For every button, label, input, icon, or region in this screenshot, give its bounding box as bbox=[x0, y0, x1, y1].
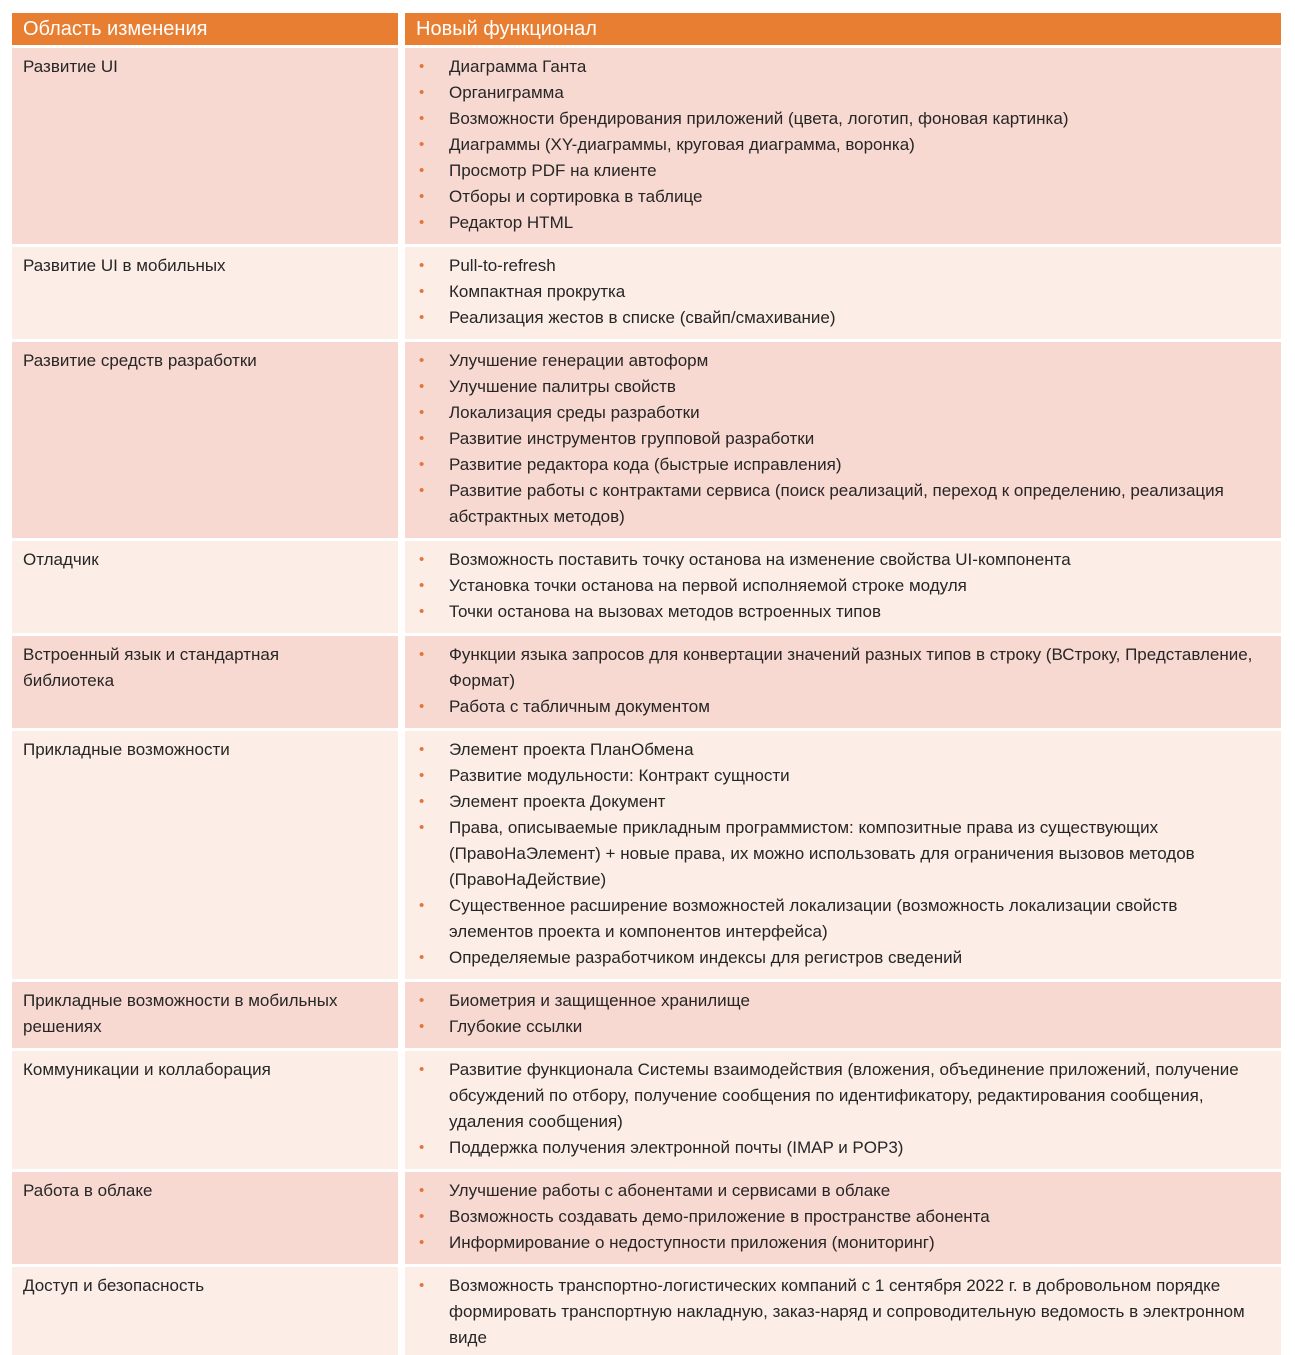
items-cell bbox=[405, 1172, 1281, 1264]
feature-item-text: Реализация жестов в списке (свайп/смахивание) bbox=[449, 308, 836, 327]
bullet-icon: • bbox=[419, 456, 425, 473]
feature-item-text: Элемент проекта ПланОбмена bbox=[449, 740, 694, 759]
feature-item-text: Компактная прокрутка bbox=[449, 282, 626, 301]
bullet-icon: • bbox=[419, 309, 425, 326]
bullet-icon: • bbox=[419, 110, 425, 127]
items-cell bbox=[405, 982, 1281, 1048]
feature-item-text: Работа с табличным документом bbox=[449, 697, 710, 716]
feature-item bbox=[405, 1057, 1263, 1135]
changes-table bbox=[12, 13, 1281, 1355]
feature-item bbox=[405, 1135, 1263, 1161]
feature-item bbox=[405, 452, 1263, 478]
feature-item bbox=[405, 547, 1263, 573]
header-cell-area: Область изменения bbox=[12, 13, 398, 45]
bullet-icon: • bbox=[419, 482, 425, 499]
table-row bbox=[12, 1051, 1281, 1169]
bullet-icon: • bbox=[419, 949, 425, 966]
feature-item bbox=[405, 1178, 1263, 1204]
bullet-icon: • bbox=[419, 698, 425, 715]
area-cell: Развитие UI bbox=[12, 48, 398, 244]
bullet-icon: • bbox=[419, 1208, 425, 1225]
feature-item-text: Развитие модульности: Контракт сущности bbox=[449, 766, 790, 785]
feature-item bbox=[405, 426, 1263, 452]
feature-item-text: Улучшение генерации автоформ bbox=[449, 351, 709, 370]
feature-item-text: Функции языка запросов для конвертации значений разных типов в строку (ВСтроку, Представление, Формат) bbox=[449, 645, 1253, 690]
header-cell-functional: Новый функционал bbox=[405, 13, 1281, 45]
feature-item bbox=[405, 158, 1263, 184]
bullet-icon: • bbox=[419, 1061, 425, 1078]
bullet-icon: • bbox=[419, 430, 425, 447]
bullet-icon: • bbox=[419, 793, 425, 810]
feature-item-text: Существенное расширение возможностей локализации (возможность локализации свойств элементов проекта и компонентов интерфейса) bbox=[449, 896, 1178, 941]
feature-item-text: Точки останова на вызовах методов встроенных типов bbox=[449, 602, 881, 621]
items-cell bbox=[405, 342, 1281, 538]
bullet-icon: • bbox=[419, 283, 425, 300]
table-row bbox=[12, 541, 1281, 633]
bullet-icon: • bbox=[419, 352, 425, 369]
feature-item-text: Возможность поставить точку останова на изменение свойства UI-компонента bbox=[449, 550, 1071, 569]
feature-item-text: Возможности брендирования приложений (цвета, логотип, фоновая картинка) bbox=[449, 109, 1069, 128]
bullet-icon: • bbox=[419, 819, 425, 836]
area-cell: Прикладные возможности в мобильных решениях bbox=[12, 982, 398, 1048]
feature-item-text: Редактор HTML bbox=[449, 213, 574, 232]
items-cell bbox=[405, 48, 1281, 244]
feature-item bbox=[405, 599, 1263, 625]
feature-item bbox=[405, 374, 1263, 400]
area-cell: Коммуникации и коллаборация bbox=[12, 1051, 398, 1169]
bullet-icon: • bbox=[419, 646, 425, 663]
bullet-icon: • bbox=[419, 1182, 425, 1199]
items-cell bbox=[405, 1051, 1281, 1169]
feature-item-text: Информирование о недоступности приложения (мониторинг) bbox=[449, 1233, 935, 1252]
table-body bbox=[12, 48, 1281, 1355]
items-cell bbox=[405, 1267, 1281, 1355]
feature-item bbox=[405, 80, 1263, 106]
feature-item bbox=[405, 988, 1263, 1014]
feature-item-text: Улучшение палитры свойств bbox=[449, 377, 676, 396]
feature-item bbox=[405, 478, 1263, 530]
area-cell: Отладчик bbox=[12, 541, 398, 633]
bullet-icon: • bbox=[419, 1018, 425, 1035]
area-cell: Прикладные возможности bbox=[12, 731, 398, 979]
feature-item-text: Развитие редактора кода (быстрые исправления) bbox=[449, 455, 842, 474]
table-row bbox=[12, 342, 1281, 538]
feature-item-text: Органиграмма bbox=[449, 83, 564, 102]
bullet-icon: • bbox=[419, 378, 425, 395]
area-cell: Встроенный язык и стандартная библиотека bbox=[12, 636, 398, 728]
bullet-icon: • bbox=[419, 741, 425, 758]
feature-item-text: Диаграмма Ганта bbox=[449, 57, 587, 76]
feature-item-text: Развитие функционала Системы взаимодействия (вложения, объединение приложений, получение обсуждений по отбору, получение сообщения по идентификатору, редактирования сообщения, удаления сообщения) bbox=[449, 1060, 1239, 1131]
table-row bbox=[12, 731, 1281, 979]
feature-item bbox=[405, 54, 1263, 80]
feature-item bbox=[405, 279, 1263, 305]
feature-item bbox=[405, 694, 1263, 720]
table-row bbox=[12, 636, 1281, 728]
table-row bbox=[12, 982, 1281, 1048]
feature-item bbox=[405, 106, 1263, 132]
feature-item bbox=[405, 1273, 1263, 1351]
feature-item bbox=[405, 348, 1263, 374]
table-row bbox=[12, 1267, 1281, 1355]
feature-item-text: Определяемые разработчиком индексы для регистров сведений bbox=[449, 948, 963, 967]
feature-item-text: Биометрия и защищенное хранилище bbox=[449, 991, 750, 1010]
bullet-icon: • bbox=[419, 992, 425, 1009]
feature-item bbox=[405, 1014, 1263, 1040]
feature-item-text: Локализация среды разработки bbox=[449, 403, 700, 422]
feature-item-text: Развитие инструментов групповой разработки bbox=[449, 429, 815, 448]
feature-item bbox=[405, 305, 1263, 331]
area-cell: Развитие UI в мобильных bbox=[12, 247, 398, 339]
bullet-icon: • bbox=[419, 214, 425, 231]
bullet-icon: • bbox=[419, 257, 425, 274]
feature-item bbox=[405, 210, 1263, 236]
feature-item-text: Возможность создавать демо-приложение в пространстве абонента bbox=[449, 1207, 990, 1226]
feature-item-text: Возможность транспортно-логистических компаний с 1 сентября 2022 г. в добровольном порядке формировать транспортную накладную, заказ-наряд и сопроводительную ведомость в электронном виде bbox=[449, 1276, 1245, 1347]
bullet-icon: • bbox=[419, 404, 425, 421]
feature-item bbox=[405, 400, 1263, 426]
feature-item bbox=[405, 573, 1263, 599]
feature-item-text: Отборы и сортировка в таблице bbox=[449, 187, 703, 206]
area-cell: Работа в облаке bbox=[12, 1172, 398, 1264]
items-cell bbox=[405, 636, 1281, 728]
bullet-icon: • bbox=[419, 603, 425, 620]
feature-item bbox=[405, 763, 1263, 789]
feature-item bbox=[405, 815, 1263, 893]
bullet-icon: • bbox=[419, 188, 425, 205]
bullet-icon: • bbox=[419, 136, 425, 153]
area-cell: Развитие средств разработки bbox=[12, 342, 398, 538]
table-header-row bbox=[12, 13, 1281, 45]
feature-item-text: Глубокие ссылки bbox=[449, 1017, 583, 1036]
items-cell bbox=[405, 731, 1281, 979]
items-cell bbox=[405, 247, 1281, 339]
feature-item-text: Улучшение работы с абонентами и сервисами в облаке bbox=[449, 1181, 891, 1200]
feature-item-text: Поддержка получения электронной почты (IMAP и POP3) bbox=[449, 1138, 904, 1157]
table-row bbox=[12, 1172, 1281, 1264]
bullet-icon: • bbox=[419, 897, 425, 914]
table-row bbox=[12, 247, 1281, 339]
items-cell bbox=[405, 541, 1281, 633]
feature-item bbox=[405, 184, 1263, 210]
feature-item bbox=[405, 1204, 1263, 1230]
feature-item-text: Просмотр PDF на клиенте bbox=[449, 161, 657, 180]
bullet-icon: • bbox=[419, 577, 425, 594]
bullet-icon: • bbox=[419, 84, 425, 101]
bullet-icon: • bbox=[419, 58, 425, 75]
feature-item bbox=[405, 945, 1263, 971]
feature-item bbox=[405, 737, 1263, 763]
feature-item-text: Элемент проекта Документ bbox=[449, 792, 666, 811]
feature-item bbox=[405, 132, 1263, 158]
feature-item-text: Установка точки останова на первой исполняемой строке модуля bbox=[449, 576, 967, 595]
feature-item-text: Диаграммы (XY-диаграммы, круговая диаграмма, воронка) bbox=[449, 135, 915, 154]
area-cell: Доступ и безопасность bbox=[12, 1267, 398, 1355]
bullet-icon: • bbox=[419, 551, 425, 568]
feature-item bbox=[405, 642, 1263, 694]
feature-item bbox=[405, 253, 1263, 279]
bullet-icon: • bbox=[419, 162, 425, 179]
feature-item bbox=[405, 789, 1263, 815]
feature-item-text: Pull-to-refresh bbox=[449, 256, 556, 275]
bullet-icon: • bbox=[419, 767, 425, 784]
feature-item-text: Развитие работы с контрактами сервиса (поиск реализаций, переход к определению, реализация абстрактных методов) bbox=[449, 481, 1224, 526]
feature-item bbox=[405, 893, 1263, 945]
bullet-icon: • bbox=[419, 1277, 425, 1294]
feature-item-text: Права, описываемые прикладным программистом: композитные права из существующих (ПравоНаЭлемент) + новые права, их можно использовать для ограничения вызовов методов (ПравоНаДействие) bbox=[449, 818, 1195, 889]
table-row bbox=[12, 48, 1281, 244]
bullet-icon: • bbox=[419, 1234, 425, 1251]
feature-item bbox=[405, 1230, 1263, 1256]
bullet-icon: • bbox=[419, 1139, 425, 1156]
